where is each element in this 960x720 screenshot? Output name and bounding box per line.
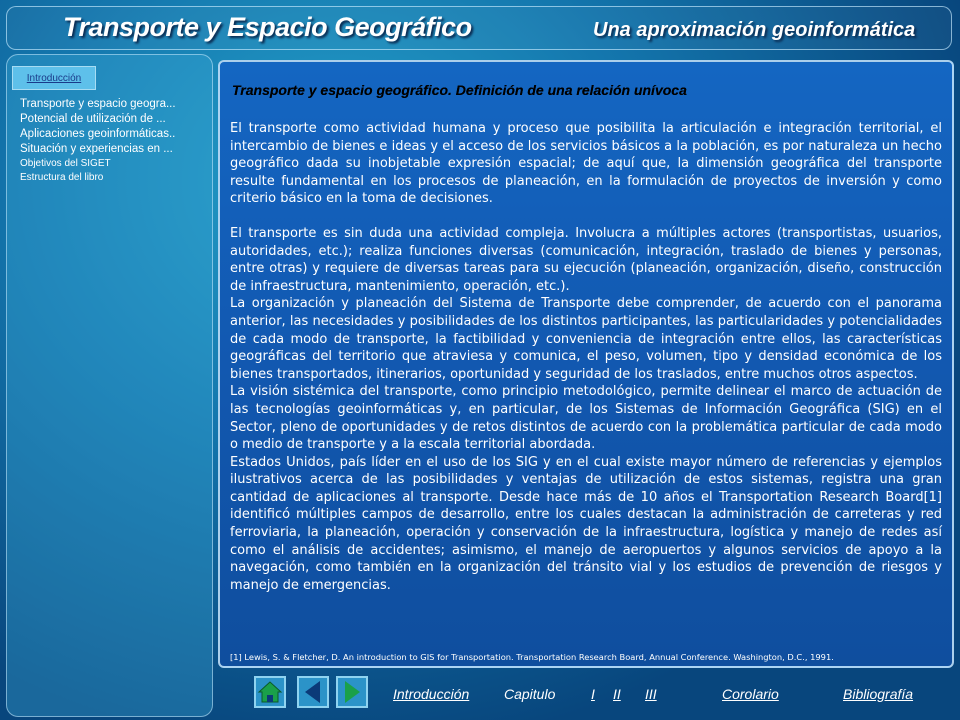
presentation-title: Transporte y Espacio Geográfico xyxy=(63,12,472,42)
sidebar xyxy=(6,54,213,717)
footnote: [1] Lewis, S. & Fletcher, D. An introduction to GIS for Transportation. Transportation Research Board, Annual Conference. Washington, D.C., 1991. xyxy=(230,652,834,662)
sidebar-item-potencial-utilizacion[interactable]: Potencial de utilización de ... xyxy=(20,113,166,125)
sidebar-tab-introduccion[interactable]: Introducción xyxy=(12,66,96,90)
sidebar-outline xyxy=(20,97,176,185)
nav-link-corolario[interactable]: Corolario xyxy=(722,686,779,702)
sidebar-item-estructura[interactable]: Estructura del libro xyxy=(20,172,104,183)
nav-link-chapter-3[interactable]: III xyxy=(645,686,657,702)
sidebar-item-transporte-espacio[interactable]: Transporte y espacio geogra... xyxy=(20,98,176,110)
nav-link-introduccion[interactable]: Introducción xyxy=(393,686,470,702)
presentation-subtitle: Una aproximación geoinformática xyxy=(593,19,916,41)
sidebar-item-objetivos[interactable]: Objetivos del SIGET xyxy=(20,158,111,169)
section-body xyxy=(230,120,942,594)
chapter-navigation xyxy=(0,686,960,706)
paragraph: El transporte es sin duda una actividad compleja. Involucra a múltiples actores (transportistas, usuarios, autoridades, etc.); realiza funciones diversas (comunicación, integración, traslado de bienes y personas, entre otras) y requiere de diversas tareas para su ejecución (planeación, organización, diseño, construcción de infraestructura, mantenimiento, operación, etc.). xyxy=(230,225,942,294)
paragraph: Estados Unidos, país líder en el uso de los SIG y en el cual existe mayor número de referencias y ejemplos ilustrativos acerca de las posibilidades y ventajas de utilización de estos sistemas, registra una gran cantidad de aplicaciones al transporte. Desde hace más de 10 años el Transportation Research Board[1] identificó múltiples campos de desarrollo, entre los cuales destacan la administración de carreteras y red ferroviaria, la planeación, operación y conservación de la infraestructura, logística y manejo de redes así como el análisis de accidentes; asimismo, el manejo de aeropuertos y algunos servicios de apoyo a la navegación, como también en la organización del tránsito vial y los estudios de prevención de riesgos y manejo de emergencias. xyxy=(230,454,942,593)
content-panel xyxy=(218,60,954,668)
title-bar xyxy=(6,6,952,50)
paragraph: La visión sistémica del transporte, como principio metodológico, permite delinear el marco de actuación de las tecnologías geoinformáticas y, en particular, de los Sistemas de Información Geográfica (SIG) en el Sector, pleno de oportunidades y de retos distintos de acuerdo con la problemática particular de cada modo o medio de transporte y a la escala territorial abordada. xyxy=(230,384,942,453)
nav-label-capitulo: Capitulo xyxy=(504,686,556,702)
paragraph: El transporte como actividad humana y proceso que posibilita la articulación e integración territorial, el intercambio de bienes e ideas y el acceso de los servicios básicos a la población, es por naturaleza un hecho geográfico dada su inobjetable expresión espacial; de aquí que, la dimensión geográfica del transporte resulte fundamental en los procesos de planeación, en la formulación de proyectos de inversión y como criterio básico en la toma de decisiones. xyxy=(230,121,942,207)
section-heading: Transporte y espacio geográfico. Definición de una relación unívoca xyxy=(232,82,687,98)
sidebar-item-situacion-experiencias[interactable]: Situación y experiencias en ... xyxy=(20,143,173,155)
nav-link-chapter-1[interactable]: I xyxy=(591,686,595,702)
nav-link-chapter-2[interactable]: II xyxy=(613,686,621,702)
nav-link-bibliografia[interactable]: Bibliografía xyxy=(843,686,914,702)
paragraph: La organización y planeación del Sistema de Transporte debe comprender, de acuerdo con el panorama anterior, las necesidades y posibilidades de los distintos participantes, las particularidades y potencialidades de cada modo de transporte, la factibilidad y conveniencia de integración entre ellos, las características geográficas del territorio que atraviesa y comunica, el peso, volumen, tipo y densidad económica de los bienes transportados, itinerarios, oportunidad y seguridad de los traslados, entre muchos otros aspectos. xyxy=(230,296,942,382)
sidebar-item-aplicaciones[interactable]: Aplicaciones geoinformáticas.. xyxy=(20,128,176,140)
